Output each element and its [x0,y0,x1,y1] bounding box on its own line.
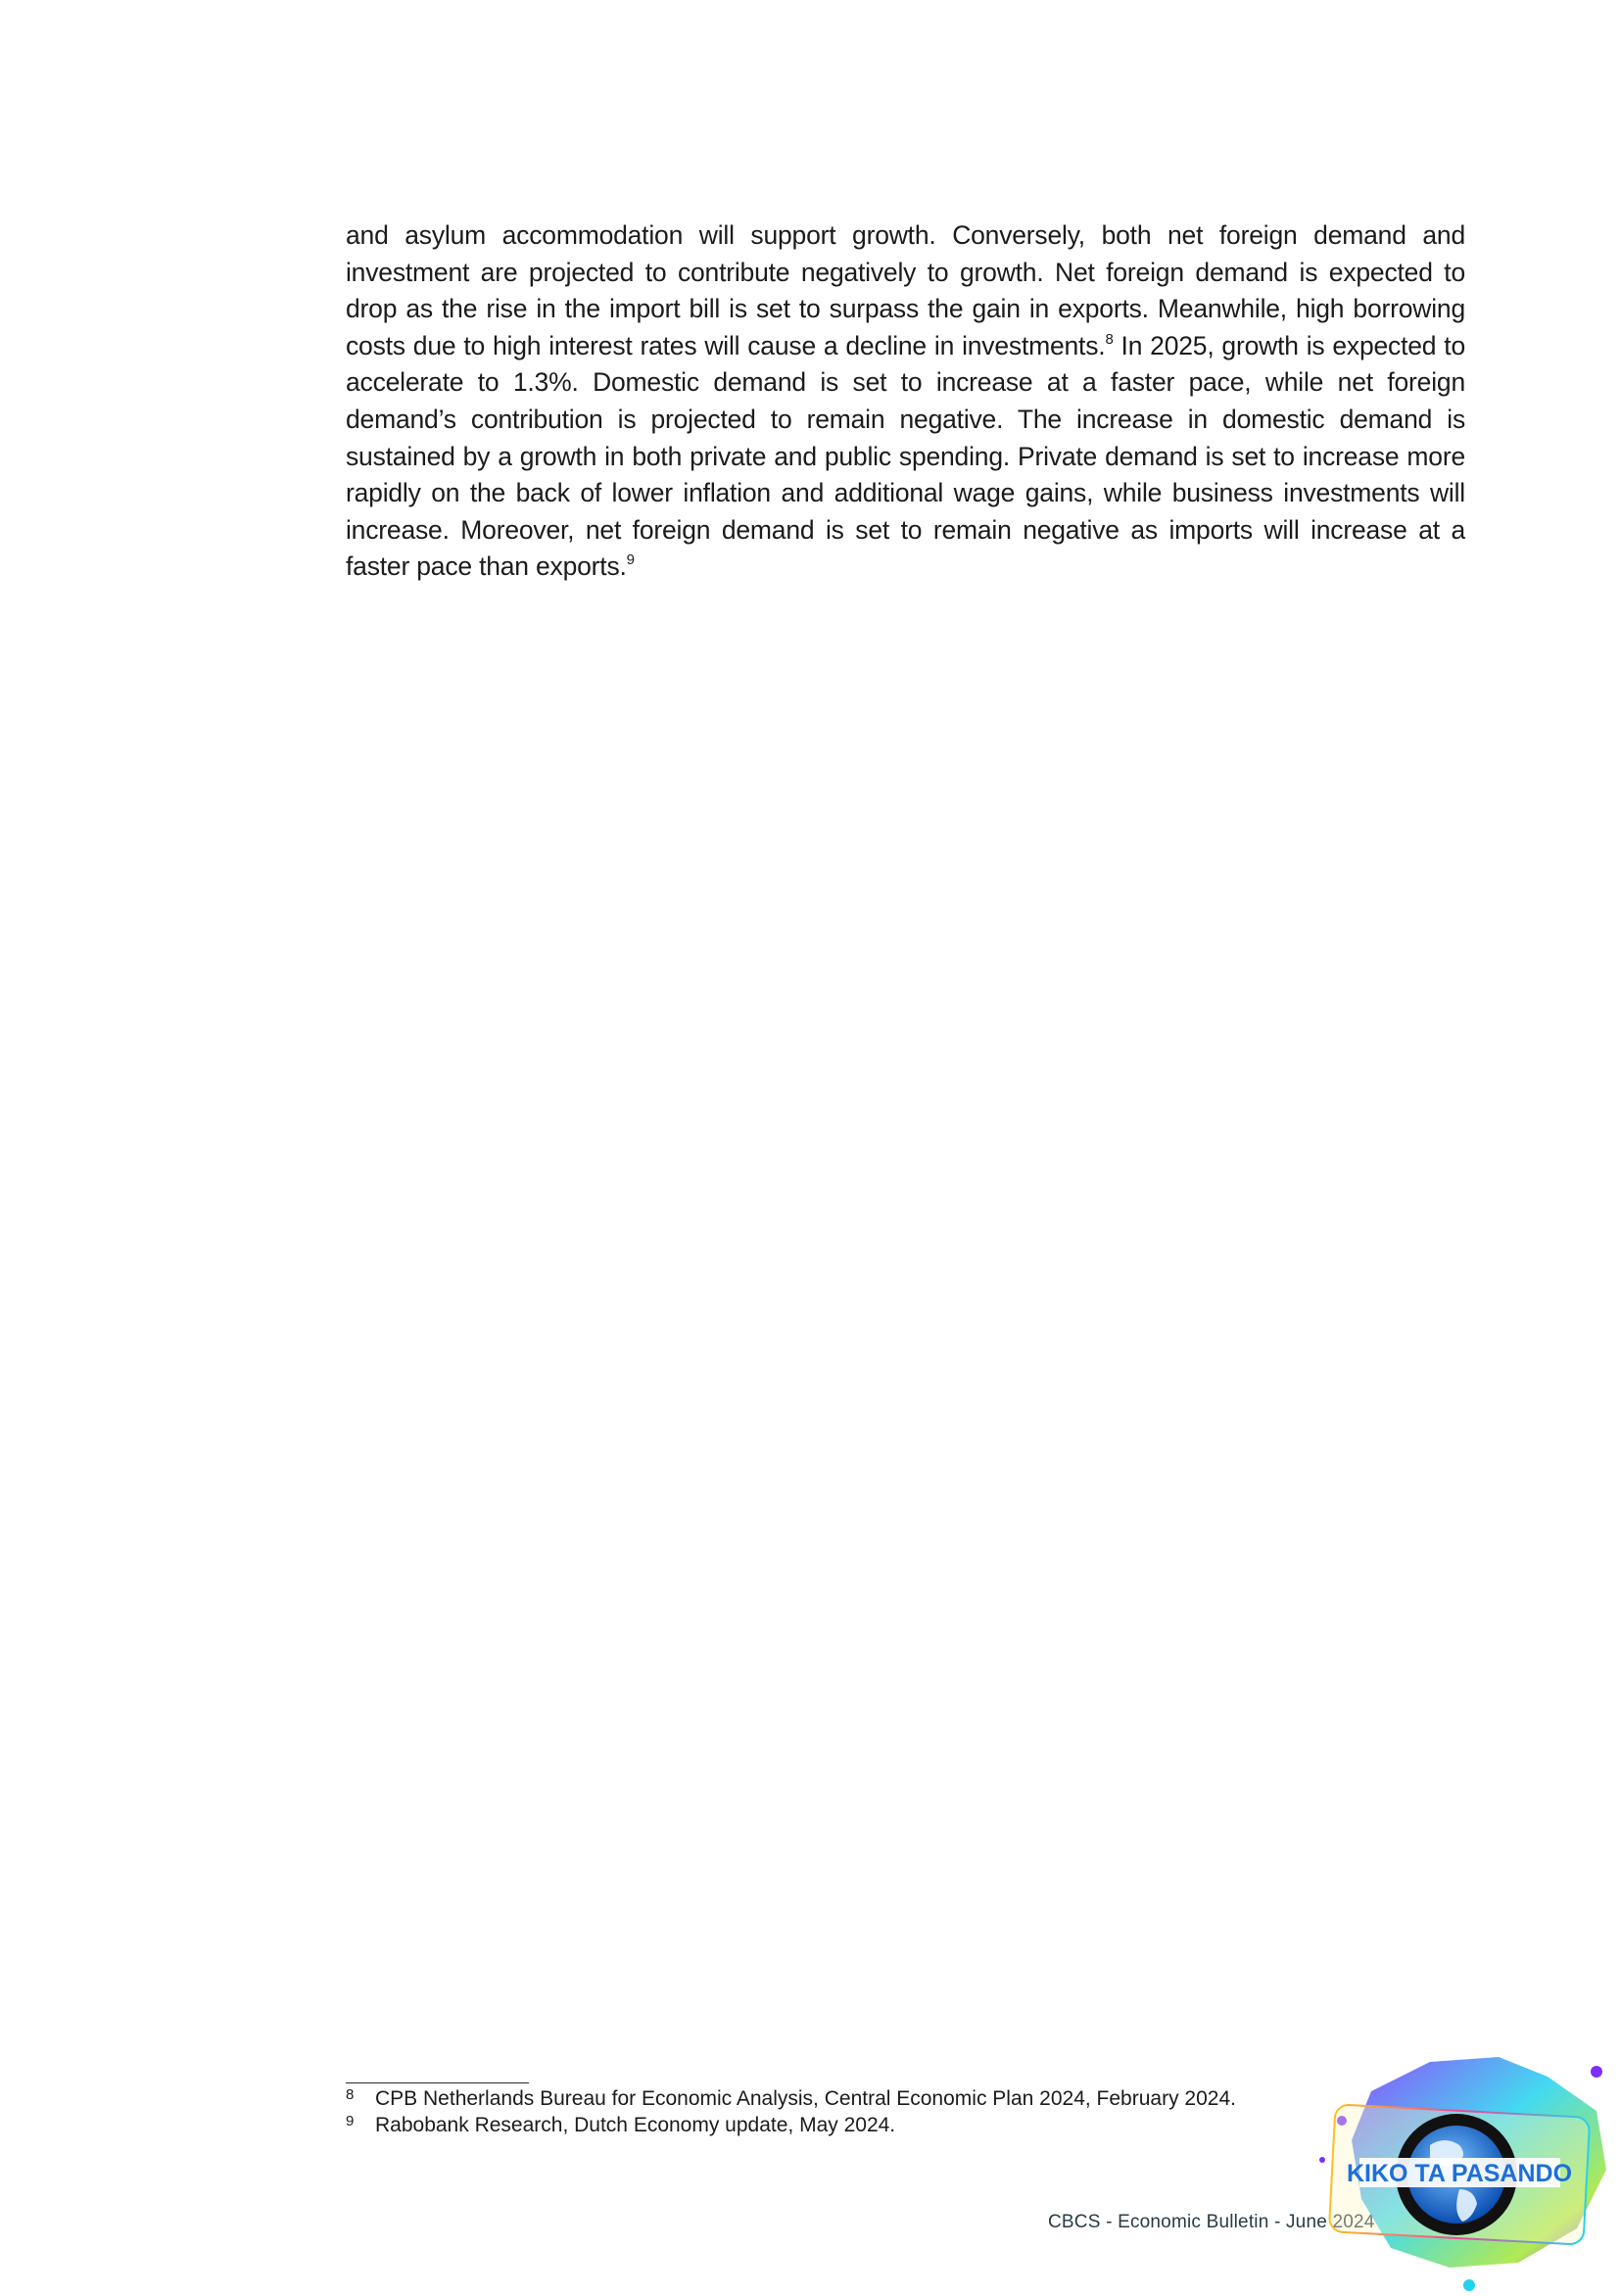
footnote-number: 9 [346,2113,355,2129]
kiko-ta-pasando-watermark-logo [1303,2052,1620,2291]
footnote-separator [346,2082,529,2083]
footnote-8 [346,2085,1423,2112]
camera-globe-icon [1303,2052,1620,2291]
footnote-ref-9[interactable]: 9 [626,551,635,569]
footnote-9 [346,2112,1423,2138]
footnote-text: Rabobank Research, Dutch Economy update, May 2024. [375,2114,896,2136]
footnote-ref-8[interactable]: 8 [1105,330,1114,348]
body-text-part-1: and asylum accommodation will support growth. Conversely, both net foreign demand and investment are projected to contribute negatively to growth. Net foreign demand is expected to drop as the rise in the import bill is set to surpass the gain in exports. Meanwhile, high borrowing costs due to high interest rates will cause a decline in investments. [346,220,1465,360]
body-text-part-2: In 2025, growth is expected to accelerate to 1.3%. Domestic demand is set to increase at a faster pace, while net foreign demand’s contribution is projected to remain negative. The increase in domestic demand is sustained by a growth in both private and public spending. Private demand is set to increase more rapidly on the back of lower inflation and additional wage gains, while business investments will increase. Moreover, net foreign demand is set to remain negative as imports will increase at a faster pace than exports. [346,330,1465,582]
footnote-number: 8 [346,2086,355,2103]
body-paragraph [346,217,1465,586]
footnotes [346,2085,1423,2138]
page-footer: CBCS - Economic Bulletin - June 2024 [1048,2212,1375,2232]
watermark-text: KIKO TA PASANDO [1346,2160,1573,2187]
footnote-text: CPB Netherlands Bureau for Economic Analysis, Central Economic Plan 2024, February 2024. [375,2087,1236,2110]
